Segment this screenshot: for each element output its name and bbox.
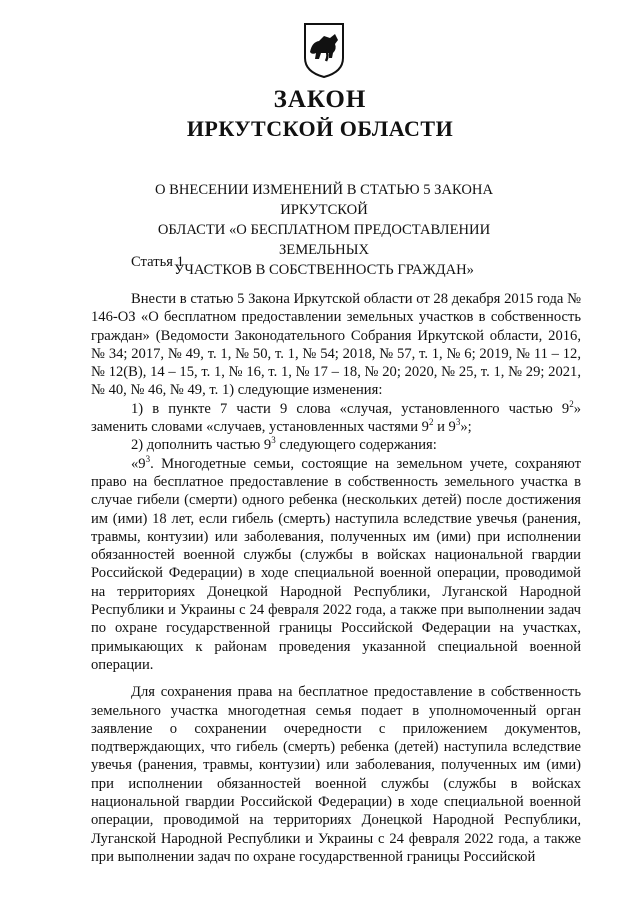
intro-paragraph: Внести в статью 5 Закона Иркутской области от 28 декабря 2015 года № 146-ОЗ «О бесплатном предоставлении земельных участков в собственность граждан» (Ведомости Законодательного Собрания Иркутской области, 2016, № 34; 2017, № 49, т. 1, № 50, т. 1, № 54; 2018, № 57, т. 1, № 6; 2019, № 11 – 12, № 12(В), 14 – 15, т. 1, № 16, т. 1, № 17 – 18, № 20; 2020, № 25, т. 1, № 29; 2021, № 40, № 46, № 49, т. 1) следующие изменения: [91, 291, 581, 399]
second-paragraph: Для сохранения права на бесплатное предоставление в собственность земельного участка многодетная семья подает в уполномоченный орган заявление о сохранении очередности с приложением документов, подтверждающих, что гибель (смерть) ребенка (детей) наступила вследствие увечья (ранения, травмы, контузии) или заболевания, полученных им (ими) при исполнении обязанностей военной службы (службы в войсках национальной гвардии Российской Федерации) в ходе специальной военной операции, проводимой на территориях Донецкой Народной Республики, Луганской Народной Республики и Украины с 24 февраля 2022 года, а также при выполнении задач по охране государственной границы Российской [91, 684, 581, 865]
region-title: ИРКУТСКОЙ ОБЛАСТИ [186, 116, 454, 141]
coat-of-arms-icon [302, 22, 346, 78]
article-heading: Статья 1 [131, 254, 184, 270]
law-title: ЗАКОН [273, 86, 367, 113]
part-9-3-paragraph: «$9^3$. Многодетные семьи, состоящие на земельном учете, сохраняют право на бесплатное предоставление в собственность земельного участка в случае гибели (смерти) одного ребенка (нескольких детей) после достижения им (ими) 18 лет, если гибель (смерть) наступила вследствие увечья (ранения, травмы, контузии) или заболевания, полученных им (ими) при исполнении обязанностей военной службы (службы в войсках национальной гвардии Российской Федерации) в ходе специальной военной операции, проводимой на территориях Донецкой Народной Республики, Луганской Народной Республики и Украины с 24 февраля 2022 года, а также при выполнении задач по охране государственной границы Российской Федерации на участках, примыкающих к районам проведения указанной специальной военной операции. [91, 453, 581, 673]
item-1-paragraph: 1) в пункте 7 части 9 слова «случая, установленного частью $9^2$» заменить словами «случаев, установленных частями $9^2$ и $9^3$»; [91, 398, 581, 436]
subtitle-line: О ВНЕСЕНИИ ИЗМЕНЕНИЙ В СТАТЬЮ 5 ЗАКОНА ИРКУТСКОЙ [154, 182, 494, 218]
subtitle-line: ОБЛАСТИ «О БЕСПЛАТНОМ ПРЕДОСТАВЛЕНИИ ЗЕМЕЛЬНЫХ [157, 222, 491, 258]
article-body [91, 290, 581, 866]
item-2-paragraph: 2) дополнить частью $9^3$ следующего содержания: [131, 435, 437, 454]
subtitle-line: УЧАСТКОВ В СОБСТВЕННОСТЬ ГРАЖДАН» [174, 262, 474, 278]
